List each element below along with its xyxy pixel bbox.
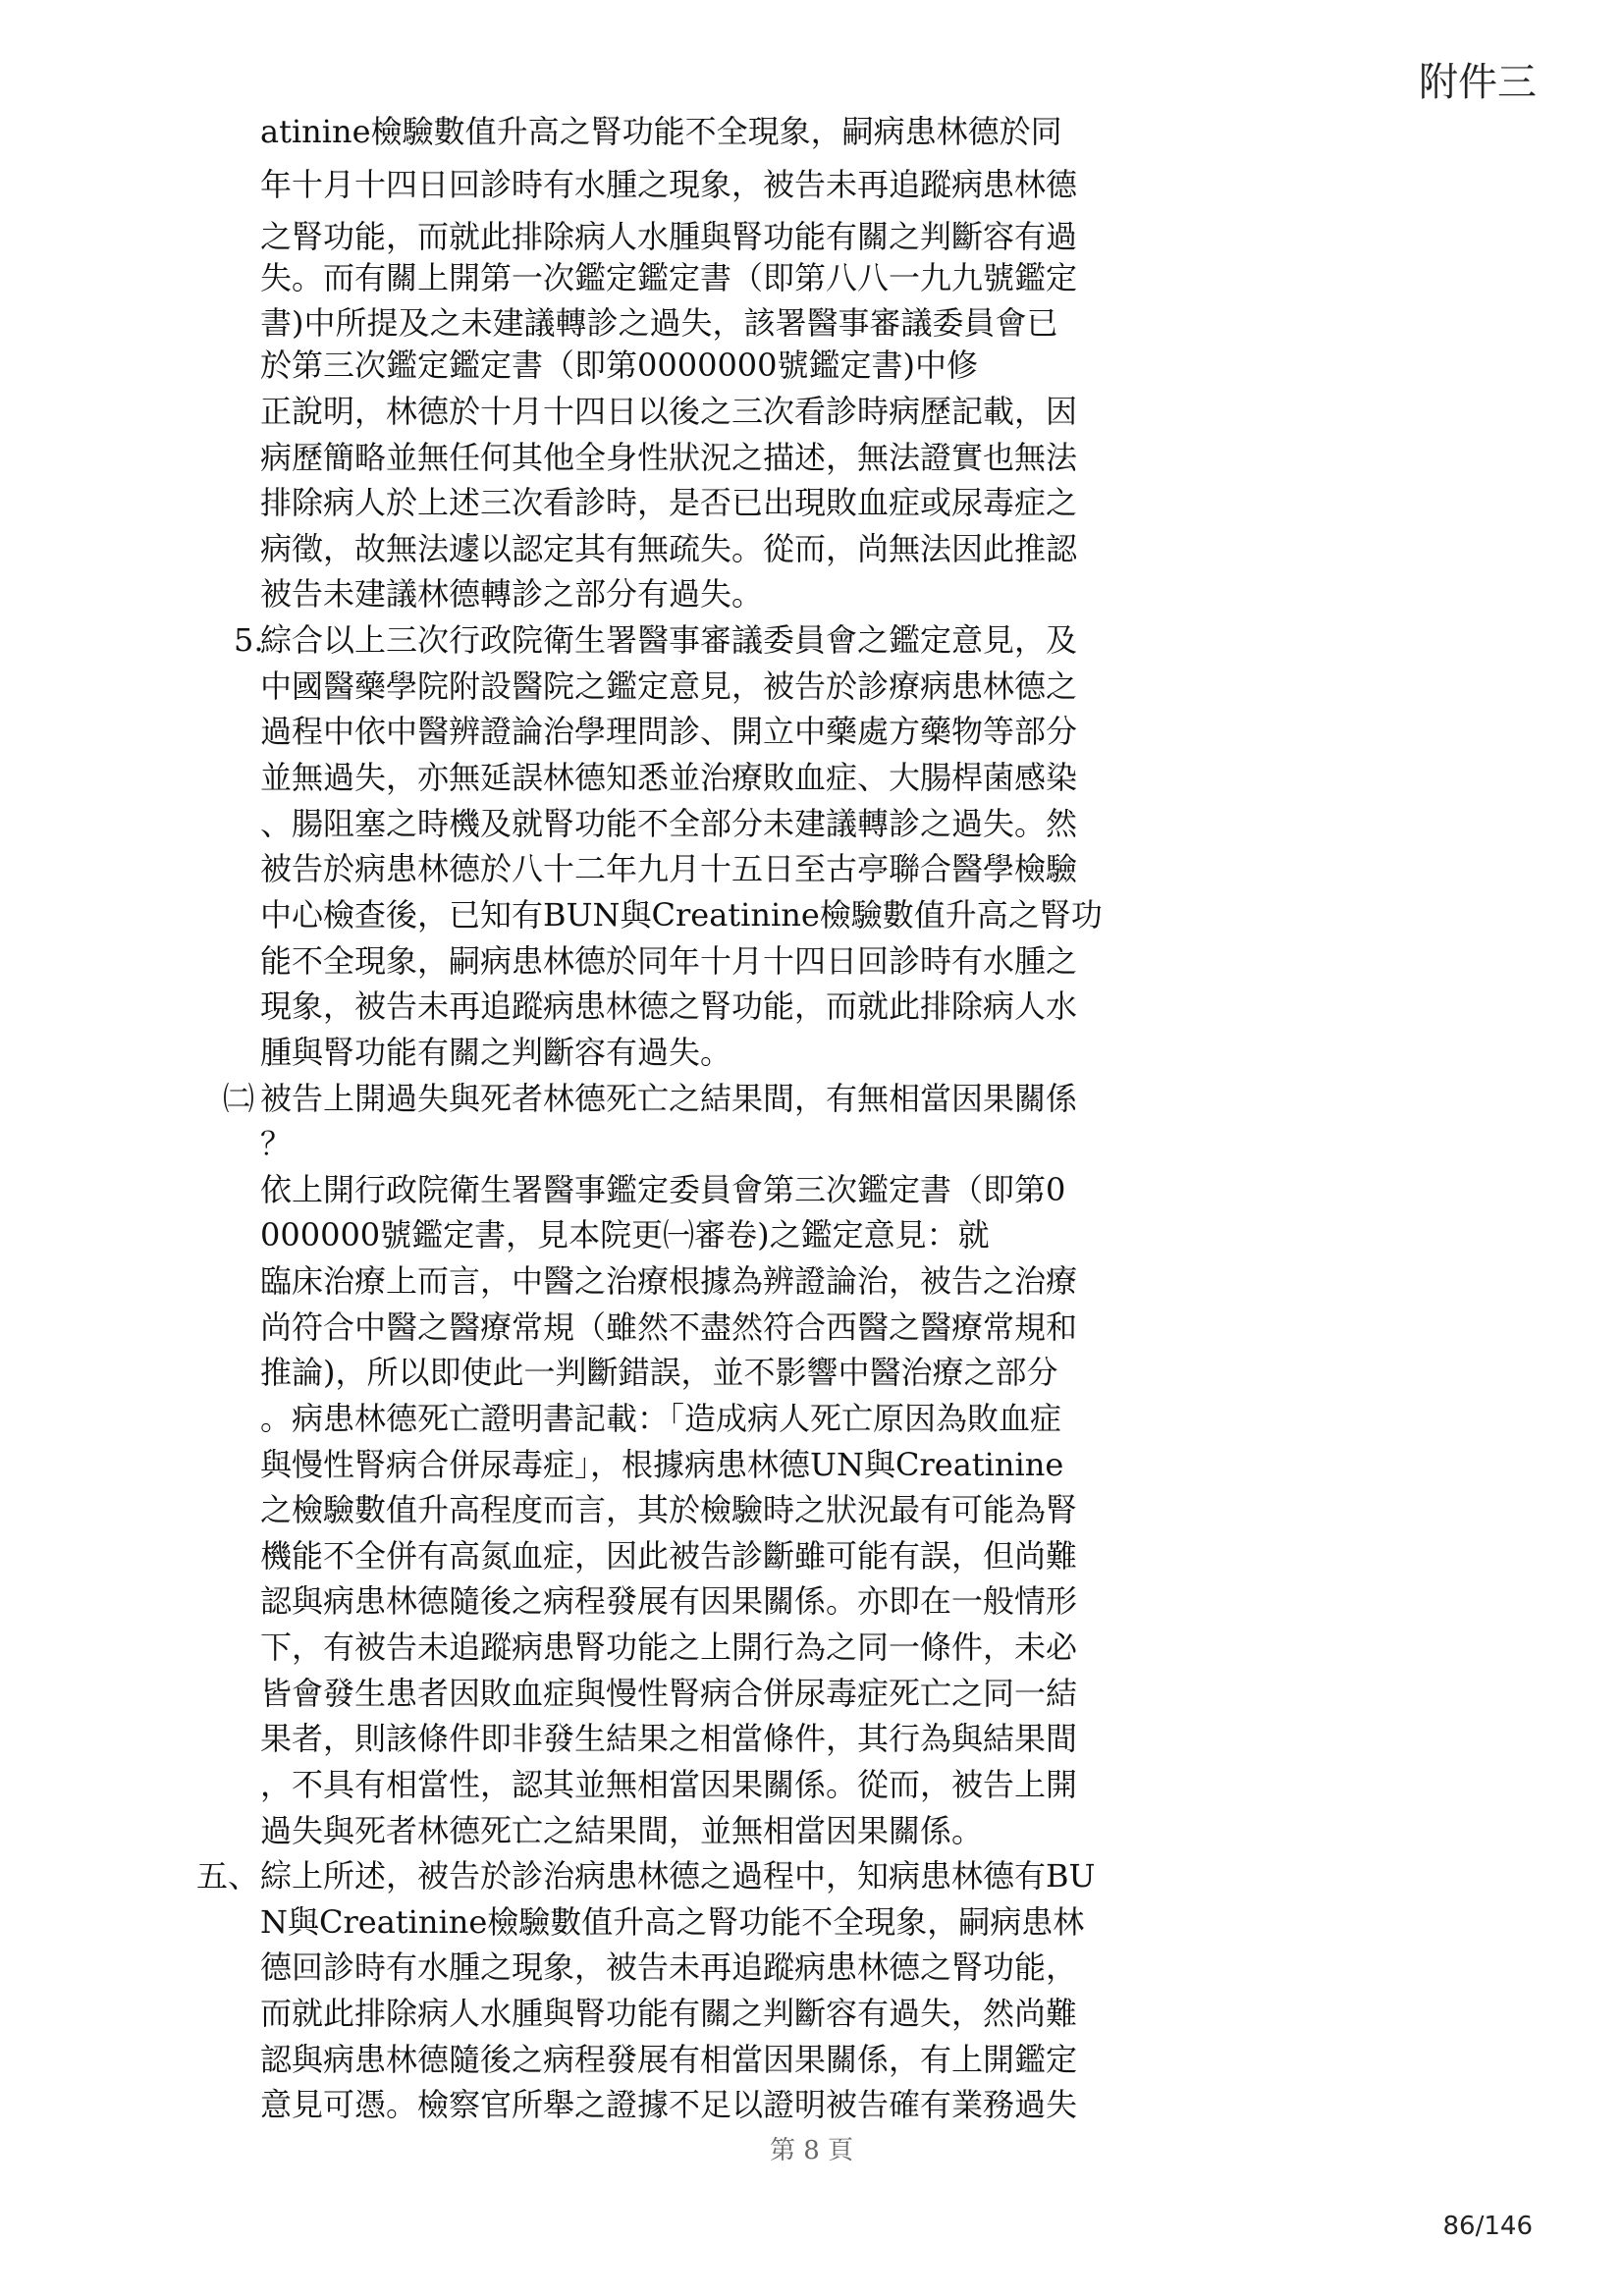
text-line: 認與病患林德隨後之病程發展有相當因果關係，有上開鑑定: [260, 2041, 1078, 2078]
text-line: 年十月十四日回診時有水腫之現象，被告未再追蹤病患林德: [260, 166, 1078, 203]
text-line: 過程中依中醫辨證論治學理問診、開立中藥處方藥物等部分: [260, 713, 1078, 750]
text-line: 機能不全併有高氮血症，因此被告診斷雖可能有誤，但尚難: [260, 1537, 1078, 1575]
text-line: 、腸阻塞之時機及就腎功能不全部分未建議轉診之過失。然: [260, 805, 1078, 842]
text-line: ，不具有相當性，認其並無相當因果關係。從而，被告上開: [260, 1766, 1078, 1803]
text-line: 000000號鑑定書，見本院更㈠審卷)之鑑定意見：就: [260, 1216, 990, 1254]
text-line: 。病患林德死亡證明書記載：「造成病人死亡原因為敗血症: [260, 1400, 1062, 1437]
text-line: 意見可憑。檢察官所舉之證據不足以證明被告確有業務過失: [260, 2086, 1078, 2123]
text-line: 病歷簡略並無任何其他全身性狀況之描述，無法證實也無法: [260, 439, 1078, 476]
text-line: 中國醫藥學院附設醫院之鑑定意見，被告於診療病患林德之: [260, 667, 1078, 705]
item-marker: 5.: [234, 621, 264, 659]
text-line: ？: [260, 1125, 293, 1162]
text-line: 被告未建議林德轉診之部分有過失。: [260, 575, 764, 613]
text-line: 之檢驗數值升高程度而言，其於檢驗時之狀況最有可能為腎: [260, 1491, 1078, 1528]
text-line: 皆會發生患者因敗血症與慢性腎病合併尿毒症死亡之同一結: [260, 1675, 1078, 1712]
text-line: atinine檢驗數值升高之腎功能不全現象，嗣病患林德於同: [260, 113, 1062, 150]
text-line: 正說明，林德於十月十四日以後之三次看診時病歷記載，因: [260, 393, 1078, 430]
text-line: 並無過失，亦無延誤林德知悉並治療敗血症、大腸桿菌感染: [260, 759, 1078, 796]
text-line: N與Creatinine檢驗數值升高之腎功能不全現象，嗣病患林: [260, 1903, 1085, 1941]
annex-label: 附件三: [1419, 60, 1537, 105]
text-line: 與慢性腎病合併尿毒症」，根據病患林德UN與Creatinine: [260, 1446, 1064, 1483]
text-line: 書)中所提及之未建議轉診之過失，該署醫事審議委員會已: [260, 304, 1058, 342]
text-line: 之腎功能，而就此排除病人水腫與腎功能有關之判斷容有過: [260, 218, 1078, 255]
text-line: 依上開行政院衛生署醫事鑑定委員會第三次鑑定書（即第0: [260, 1171, 1066, 1208]
page-number: 第 8 頁: [769, 2136, 854, 2165]
text-line: 德回診時有水腫之現象，被告未再追蹤病患林德之腎功能，: [260, 1949, 1078, 1986]
text-line: 綜上所述，被告於診治病患林德之過程中，知病患林德有BU: [260, 1857, 1096, 1895]
text-line: 而就此排除病人水腫與腎功能有關之判斷容有過失，然尚難: [260, 1995, 1078, 2032]
text-line: 腫與腎功能有關之判斷容有過失。: [260, 1034, 732, 1071]
text-line: 能不全現象，嗣病患林德於同年十月十四日回診時有水腫之: [260, 942, 1078, 980]
text-line: 中心檢查後，已知有BUN與Creatinine檢驗數值升高之腎功: [260, 896, 1103, 934]
text-line: 臨床治療上而言，中醫之治療根據為辨證論治，被告之治療: [260, 1262, 1078, 1300]
text-line: 病徵，故無法遽以認定其有無疏失。從而，尚無法因此推認: [260, 530, 1078, 567]
text-line: 排除病人於上述三次看診時，是否已出現敗血症或尿毒症之: [260, 484, 1078, 521]
text-line: 現象，被告未再追蹤病患林德之腎功能，而就此排除病人水: [260, 988, 1078, 1025]
sheet-counter: 86/146: [1442, 2212, 1533, 2241]
item-marker: ㈡: [223, 1080, 255, 1117]
text-line: 下，有被告未追蹤病患腎功能之上開行為之同一條件，未必: [260, 1629, 1078, 1666]
text-line: 於第三次鑑定鑑定書（即第0000000號鑑定書)中修: [260, 347, 979, 384]
text-line: 過失與死者林德死亡之結果間，並無相當因果關係。: [260, 1812, 984, 1849]
text-line: 被告於病患林德於八十二年九月十五日至古亭聯合醫學檢驗: [260, 850, 1078, 887]
text-line: 尚符合中醫之醫療常規（雖然不盡然符合西醫之醫療常規和: [260, 1308, 1078, 1346]
text-line: 果者，則該條件即非發生結果之相當條件，其行為與結果間: [260, 1720, 1078, 1757]
text-line: 推論)，所以即使此一判斷錯誤，並不影響中醫治療之部分: [260, 1354, 1058, 1391]
text-line: 綜合以上三次行政院衛生署醫事審議委員會之鑑定意見，及: [260, 621, 1078, 659]
text-line: 失。而有關上開第一次鑑定鑑定書（即第八八一九九號鑑定: [260, 259, 1078, 296]
text-line: 認與病患林德隨後之病程發展有因果關係。亦即在一般情形: [260, 1582, 1078, 1620]
section-marker: 五、: [196, 1857, 260, 1895]
text-line: 被告上開過失與死者林德死亡之結果間，有無相當因果關係: [260, 1080, 1078, 1117]
